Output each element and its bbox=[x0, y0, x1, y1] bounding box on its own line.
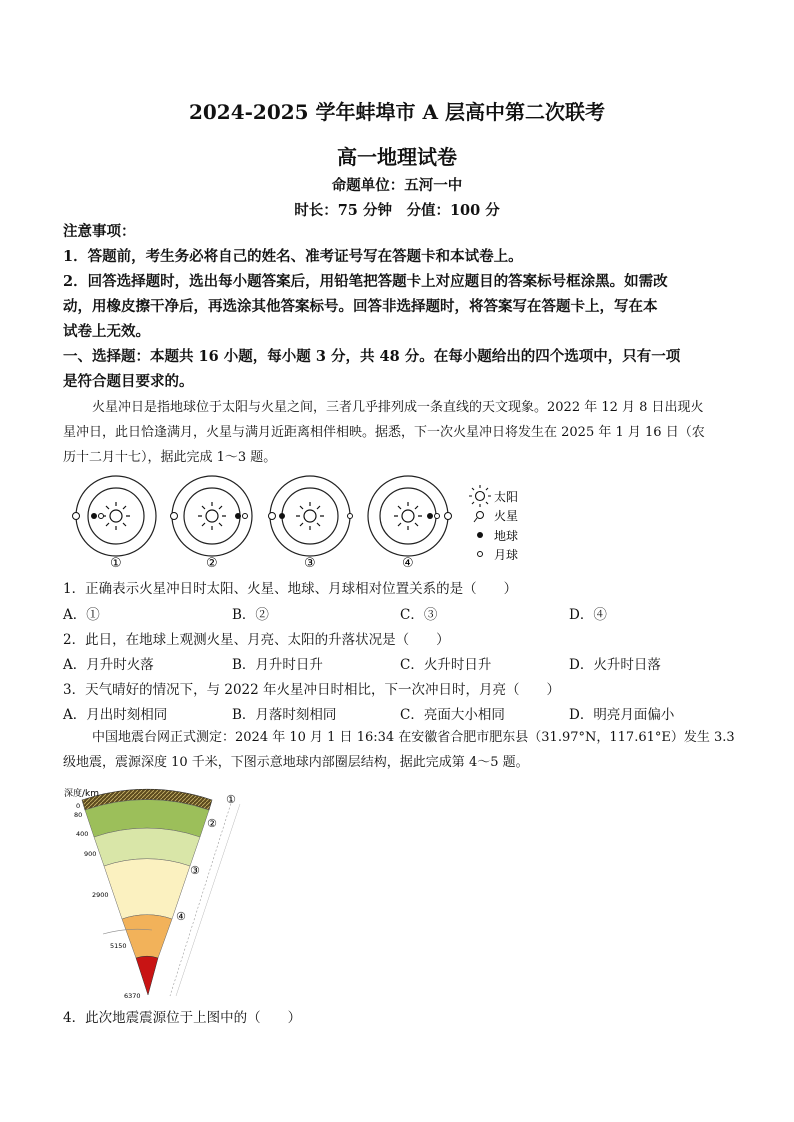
depth-tick-2900: 2900 bbox=[92, 891, 109, 899]
question-2-option-a: A．月升时火落 bbox=[63, 657, 154, 673]
notice-heading: 注意事项： bbox=[63, 223, 136, 240]
earth-icon bbox=[279, 513, 285, 519]
depth-tick-400: 400 bbox=[76, 830, 89, 838]
moon-icon bbox=[435, 514, 440, 519]
legend-sun-label: 太阳 bbox=[494, 490, 519, 504]
passage-1-line2: 星冲日，此日恰逢满月，火星与满月近距离相伴相映。据悉，下一次火星冲日将发生在 2025 年 1 月 16 日（农 bbox=[63, 425, 705, 440]
sun-icon bbox=[394, 502, 422, 530]
orbit-diagram-figure bbox=[60, 474, 540, 574]
orbit-diagram-2 bbox=[171, 476, 253, 556]
moon-icon bbox=[478, 552, 483, 557]
question-1-option-a: A．① bbox=[63, 607, 100, 623]
exam-time-score: 时长：75 分钟 分值：100 分 bbox=[294, 202, 500, 219]
question-3-option-d: D．明亮月面偏小 bbox=[569, 707, 675, 723]
earth-interior-diagram bbox=[62, 782, 262, 1002]
notice-item-2-line2: 动，用橡皮擦干净后，再选涂其他答案标号。回答非选择题时，将答案写在答题卡上，写在本 bbox=[63, 298, 658, 315]
question-2-stem: 2．此日，在地球上观测火星、月亮、太阳的升落状况是（ ） bbox=[63, 632, 450, 648]
question-3-option-c: C．亮面大小相同 bbox=[400, 707, 505, 723]
earth-icon bbox=[235, 513, 241, 519]
layer-label-3: ③ bbox=[190, 864, 200, 877]
earth-icon bbox=[427, 513, 433, 519]
mars-icon bbox=[269, 513, 276, 520]
question-2-option-b: B．月升时日升 bbox=[232, 657, 323, 673]
sun-icon bbox=[296, 502, 324, 530]
moon-icon bbox=[243, 514, 248, 519]
sun-icon bbox=[198, 502, 226, 530]
exam-subtitle: 高一地理试卷 bbox=[337, 145, 457, 169]
question-2-option-d: D．火升时日落 bbox=[569, 657, 661, 673]
orbit-diagram-4 bbox=[368, 476, 452, 556]
question-1-option-c: C．③ bbox=[400, 607, 438, 623]
question-1-stem: 1．正确表示火星冲日时太阳、火星、地球、月球相对位置关系的是（ ） bbox=[63, 581, 518, 597]
moon-icon bbox=[99, 514, 104, 519]
question-1-option-b: B．② bbox=[232, 607, 269, 623]
question-3-option-b: B．月落时刻相同 bbox=[232, 707, 337, 723]
earth-icon bbox=[477, 532, 483, 538]
depth-axis-label: 深度/km bbox=[64, 789, 100, 799]
orbit-label-3: ③ bbox=[304, 556, 316, 571]
orbit-diagram-1 bbox=[73, 476, 157, 556]
layer-label-2: ② bbox=[207, 817, 217, 830]
mars-icon bbox=[445, 513, 452, 520]
orbit-label-2: ② bbox=[206, 556, 218, 571]
question-1-option-d: D．④ bbox=[569, 607, 607, 623]
passage-2-line1: 中国地震台网正式测定：2024 年 10 月 1 日 16:34 在安徽省合肥市肥东县（31.97°N，117.61°E）发生 3.3 bbox=[92, 730, 735, 745]
mars-icon bbox=[73, 513, 80, 520]
question-3-option-a: A．月出时刻相同 bbox=[63, 707, 168, 723]
question-2-option-c: C．火升时日升 bbox=[400, 657, 492, 673]
layer-label-4: ④ bbox=[176, 910, 186, 923]
depth-tick-900: 900 bbox=[84, 850, 97, 858]
passage-2-line2: 级地震，震源深度 10 千米，下图示意地球内部圈层结构，据此完成第 4～5 题。 bbox=[63, 755, 529, 770]
outer-core-layer bbox=[122, 915, 172, 958]
passage-1-line3: 历十二月十七），据此完成 1～3 题。 bbox=[63, 450, 277, 465]
orbit-diagram-3 bbox=[269, 476, 353, 556]
legend bbox=[469, 485, 518, 562]
legend-mars-label: 火星 bbox=[494, 509, 519, 523]
section-1-instructions-line2: 是符合题目要求的。 bbox=[63, 373, 194, 390]
sun-icon bbox=[469, 485, 491, 507]
orbit-label-4: ④ bbox=[402, 556, 414, 571]
legend-moon-label: 月球 bbox=[494, 548, 519, 562]
exam-unit: 命题单位：五河一中 bbox=[331, 177, 463, 194]
legend-earth-label: 地球 bbox=[494, 529, 519, 543]
sun-icon bbox=[102, 502, 130, 530]
orbit-label-1: ① bbox=[110, 556, 122, 571]
mars-icon bbox=[474, 512, 484, 523]
passage-1-line1: 火星冲日是指地球位于太阳与火星之间，三者几乎排列成一条直线的天文现象。2022 年 12 月 8 日出现火 bbox=[92, 400, 704, 415]
layer-label-1: ① bbox=[226, 793, 236, 806]
notice-item-2-line3: 试卷上无效。 bbox=[63, 323, 150, 340]
question-4-stem: 4．此次地震震源位于上图中的（ ） bbox=[63, 1010, 302, 1026]
depth-tick-0: 0 bbox=[76, 802, 81, 810]
question-3-stem: 3．天气晴好的情况下，与 2022 年火星冲日时相比，下一次冲日时，月亮（ ） bbox=[63, 682, 561, 698]
exam-title: 2024-2025 学年蚌埠市 A 层高中第二次联考 bbox=[188, 100, 606, 124]
mars-icon bbox=[171, 513, 178, 520]
notice-item-2-line1: 2．回答选择题时，选出每小题答案后，用铅笔把答题卡上对应题目的答案标号框涂黑。如需改 bbox=[63, 273, 668, 290]
section-1-instructions-line1: 一、选择题：本题共 16 小题，每小题 3 分，共 48 分。在每小题给出的四个选项中，只有一项 bbox=[63, 348, 681, 365]
inner-core-layer bbox=[136, 956, 158, 995]
notice-item-1: 1．答题前，考生务必将自己的姓名、准考证号写在答题卡和本试卷上。 bbox=[63, 248, 523, 265]
depth-tick-80: 80 bbox=[74, 811, 83, 819]
depth-tick-5150: 5150 bbox=[110, 942, 127, 950]
depth-tick-6370: 6370 bbox=[124, 992, 141, 1000]
earth-icon bbox=[91, 513, 97, 519]
moon-icon bbox=[348, 514, 353, 519]
